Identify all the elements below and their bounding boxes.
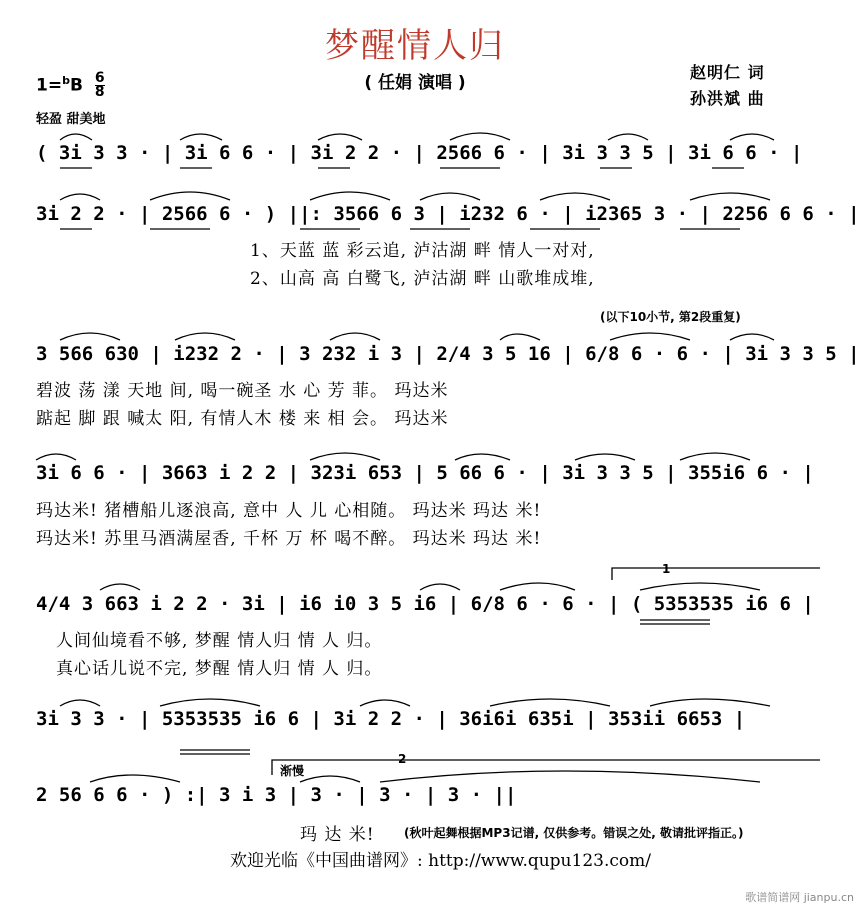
slur [575,454,635,460]
slur [90,775,180,782]
slur [490,699,610,706]
song-title: 梦醒情人归 [325,26,505,66]
music-line-7: 2 56 6 6 · ) :| 3 i 3 | 3 · | 3 · | 3 · || [36,784,517,806]
slur [180,134,222,140]
key-label: 1= [36,75,63,96]
slur [300,776,360,782]
slur [310,192,390,200]
slur [450,133,510,140]
slur [608,134,648,140]
music-line-3: 3 566 630 | i232 2 · | 3 232 i 3 | 2/4 3 5 16 | 6/8 6 · 6 · | 3i 3 3 5 | [36,343,860,365]
lyric-line-4-verse-1: 玛达米! 猪槽船儿逐浪高, 意中 人 儿 心相随。 玛达米 玛达 米! [36,501,542,521]
slur [36,454,76,460]
slur [160,699,260,706]
lyric-line-7: 玛 达 米! [300,825,375,845]
slur [730,334,774,340]
music-line-6: 3i 3 3 · | 5353535 i6 6 | 3i 2 2 · | 36i6i 635i | 353ii 6653 | [36,708,746,730]
slur [175,333,235,340]
lyric-line-2-verse-1: 1、天蓝 蓝 彩云追, 泸沽湖 畔 情人一对对, [250,241,595,261]
volta-1-bracket [612,568,820,580]
slur [60,700,100,706]
time-bottom: 8 [94,84,105,100]
lyric-line-4-verse-2: 玛达米! 苏里马酒满屋香, 千杯 万 杯 喝不醉。 玛达米 玛达 米! [36,529,542,549]
slur [650,699,770,706]
volta-1-label: 1 [662,562,671,576]
watermark: 歌谱简谱网 jianpu.cn [745,891,854,904]
slur [380,771,760,782]
footer-note: (秋叶起舞根据MP3记谱, 仅供参考。错误之处, 敬请批评指正。) [404,826,744,840]
tempo-change: 渐慢 [280,764,305,778]
slur [100,584,140,590]
slur [150,192,230,200]
slur [318,134,362,140]
slur [640,583,760,590]
slur [60,134,92,140]
slur [500,583,575,590]
time-top: 6 [94,70,105,86]
lyric-line-2-verse-2: 2、山高 高 白鹭飞, 泸沽湖 畔 山歌堆成堆, [250,269,595,289]
singer-credit: ( 任娟 演唱 ) [364,73,466,93]
slur [610,333,690,340]
lyric-line-3-verse-2: 踮起 脚 跟 喊太 阳, 有情人木 楼 来 相 会。 玛达米 [36,409,449,429]
music-line-2: 3i 2 2 · | 2566 6 · ) ||: 3566 6 3 | i232 6 · | i2365 3 · | 2256 6 6 · | [36,203,860,225]
welcome-link[interactable]: 欢迎光临《中国曲谱网》: http://www.qupu123.com/ [230,851,651,871]
slur [360,700,410,706]
lyric-line-5-verse-1: 人间仙境看不够, 梦醒 情人归 情 人 归。 [56,631,383,651]
tempo-marking: 轻盈 甜美地 [36,112,106,127]
volta-2-label: 2 [398,752,407,766]
slur [420,193,480,200]
repeat-note: (以下10小节, 第2段重复) [600,310,741,324]
music-line-5: 4/4 3 663 i 2 2 · 3i | i6 i0 3 5 i6 | 6/8 6 · 6 · | ( 5353535 i6 6 | [36,593,814,615]
slur [540,193,610,200]
slur [730,134,774,140]
music-line-4: 3i 6 6 · | 3663 i 2 2 | 323i 653 | 5 66 6 · | 3i 3 3 5 | 355i6 6 · | [36,462,814,484]
slur [455,454,510,460]
key-note: B [69,75,83,96]
composer-credit: 孙洪斌 曲 [690,89,765,108]
slur [680,453,750,460]
slur [500,334,540,340]
slur [330,333,380,340]
music-line-1: ( 3i 3 3 · | 3i 6 6 · | 3i 2 2 · | 2566 6 · | 3i 3 3 5 | 3i 6 6 · | [36,142,803,164]
slur [60,194,100,200]
key-flat: b [62,73,70,87]
lyric-line-3-verse-1: 碧波 荡 漾 天地 间, 喝一碗圣 水 心 芳 菲。 玛达米 [36,381,449,401]
slur [690,193,770,200]
slur [310,453,380,460]
slur [420,584,460,590]
lyric-line-5-verse-2: 真心话儿说不完, 梦醒 情人归 情 人 归。 [56,659,383,679]
slur [60,333,120,340]
lyricist-credit: 赵明仁 词 [690,63,765,82]
volta-2-bracket [272,760,820,775]
